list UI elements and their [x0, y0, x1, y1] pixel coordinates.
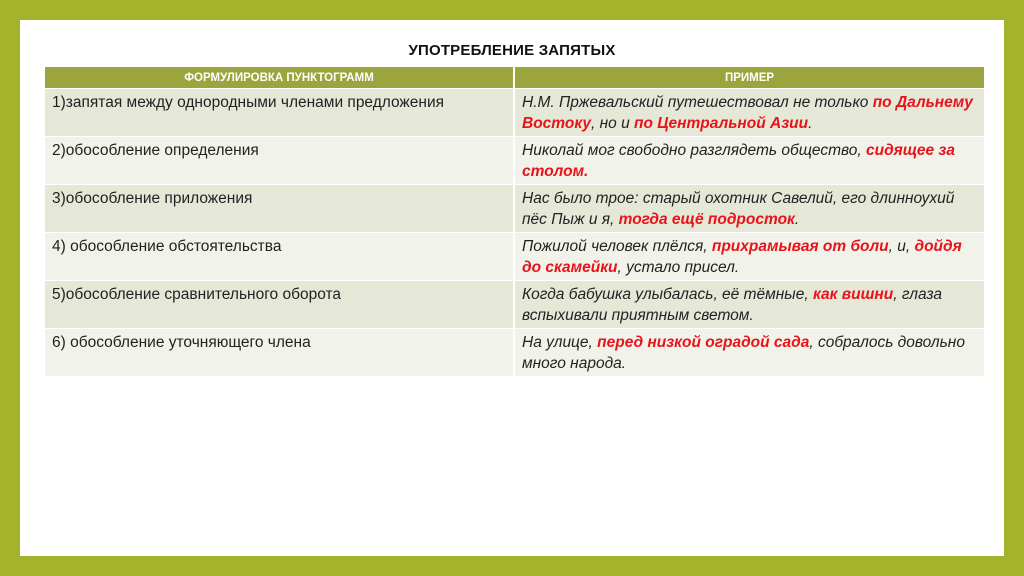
highlighted-text: прихрамывая от боли	[711, 238, 889, 255]
table-row	[45, 185, 984, 233]
example-text: , но и	[591, 115, 634, 132]
example-cell	[514, 233, 984, 281]
highlighted-text: как вишни	[812, 286, 894, 303]
highlighted-text: тогда ещё подросток	[618, 211, 795, 228]
header-rule: ФОРМУЛИРОВКА ПУНКТОГРАММ	[45, 67, 514, 89]
table-header-row	[45, 67, 984, 89]
rule-cell: 3)обособление приложения	[45, 185, 514, 233]
table-row	[45, 233, 984, 281]
highlighted-text: по Центральной Азии	[634, 115, 809, 132]
example-text: Н.М. Пржевальский путешествовал не только	[522, 94, 873, 111]
rule-cell: 6) обособление уточняющего члена	[45, 329, 514, 377]
example-text: Когда бабушка улыбалась, её тёмные,	[522, 286, 813, 303]
highlighted-text: дойдя до скамейки	[522, 238, 962, 276]
rule-cell: 1)запятая между однородными членами предложения	[45, 89, 514, 137]
example-text: Нас было трое: старый охотник Савелий, его длинноухий пёс Пыж и я,	[522, 190, 955, 228]
example-cell	[514, 185, 984, 233]
example-text: , и,	[888, 238, 915, 255]
page-title: УПОТРЕБЛЕНИЕ ЗАПЯТЫХ	[408, 42, 616, 59]
example-cell	[514, 89, 984, 137]
rule-cell: 5)обособление сравнительного оборота	[45, 281, 514, 329]
rule-cell: 4) обособление обстоятельства	[45, 233, 514, 281]
table-row	[45, 89, 984, 137]
example-text: Николай мог свободно разглядеть общество,	[522, 142, 866, 159]
example-text: , глаза вспыхивали приятным светом.	[522, 286, 942, 324]
header-example: ПРИМЕР	[514, 67, 984, 89]
example-text: .	[808, 115, 813, 132]
example-cell	[514, 137, 984, 185]
slide	[20, 20, 1004, 556]
table-row	[45, 329, 984, 377]
example-cell	[514, 329, 984, 377]
example-text: На улице,	[522, 334, 598, 351]
example-text: , устало присел.	[617, 259, 740, 276]
table-row	[45, 281, 984, 329]
punctuation-table	[45, 67, 984, 376]
highlighted-text: по Дальнему Востоку	[522, 94, 973, 132]
highlighted-text: перед низкой оградой сада	[597, 334, 810, 351]
highlighted-text: сидящее за столом.	[522, 142, 955, 180]
table-row	[45, 137, 984, 185]
example-text: .	[794, 211, 800, 228]
example-text: Пожилой человек плёлся,	[522, 238, 712, 255]
rule-cell: 2)обособление определения	[45, 137, 514, 185]
example-text: , собралось довольно много народа.	[522, 334, 965, 372]
example-cell	[514, 281, 984, 329]
